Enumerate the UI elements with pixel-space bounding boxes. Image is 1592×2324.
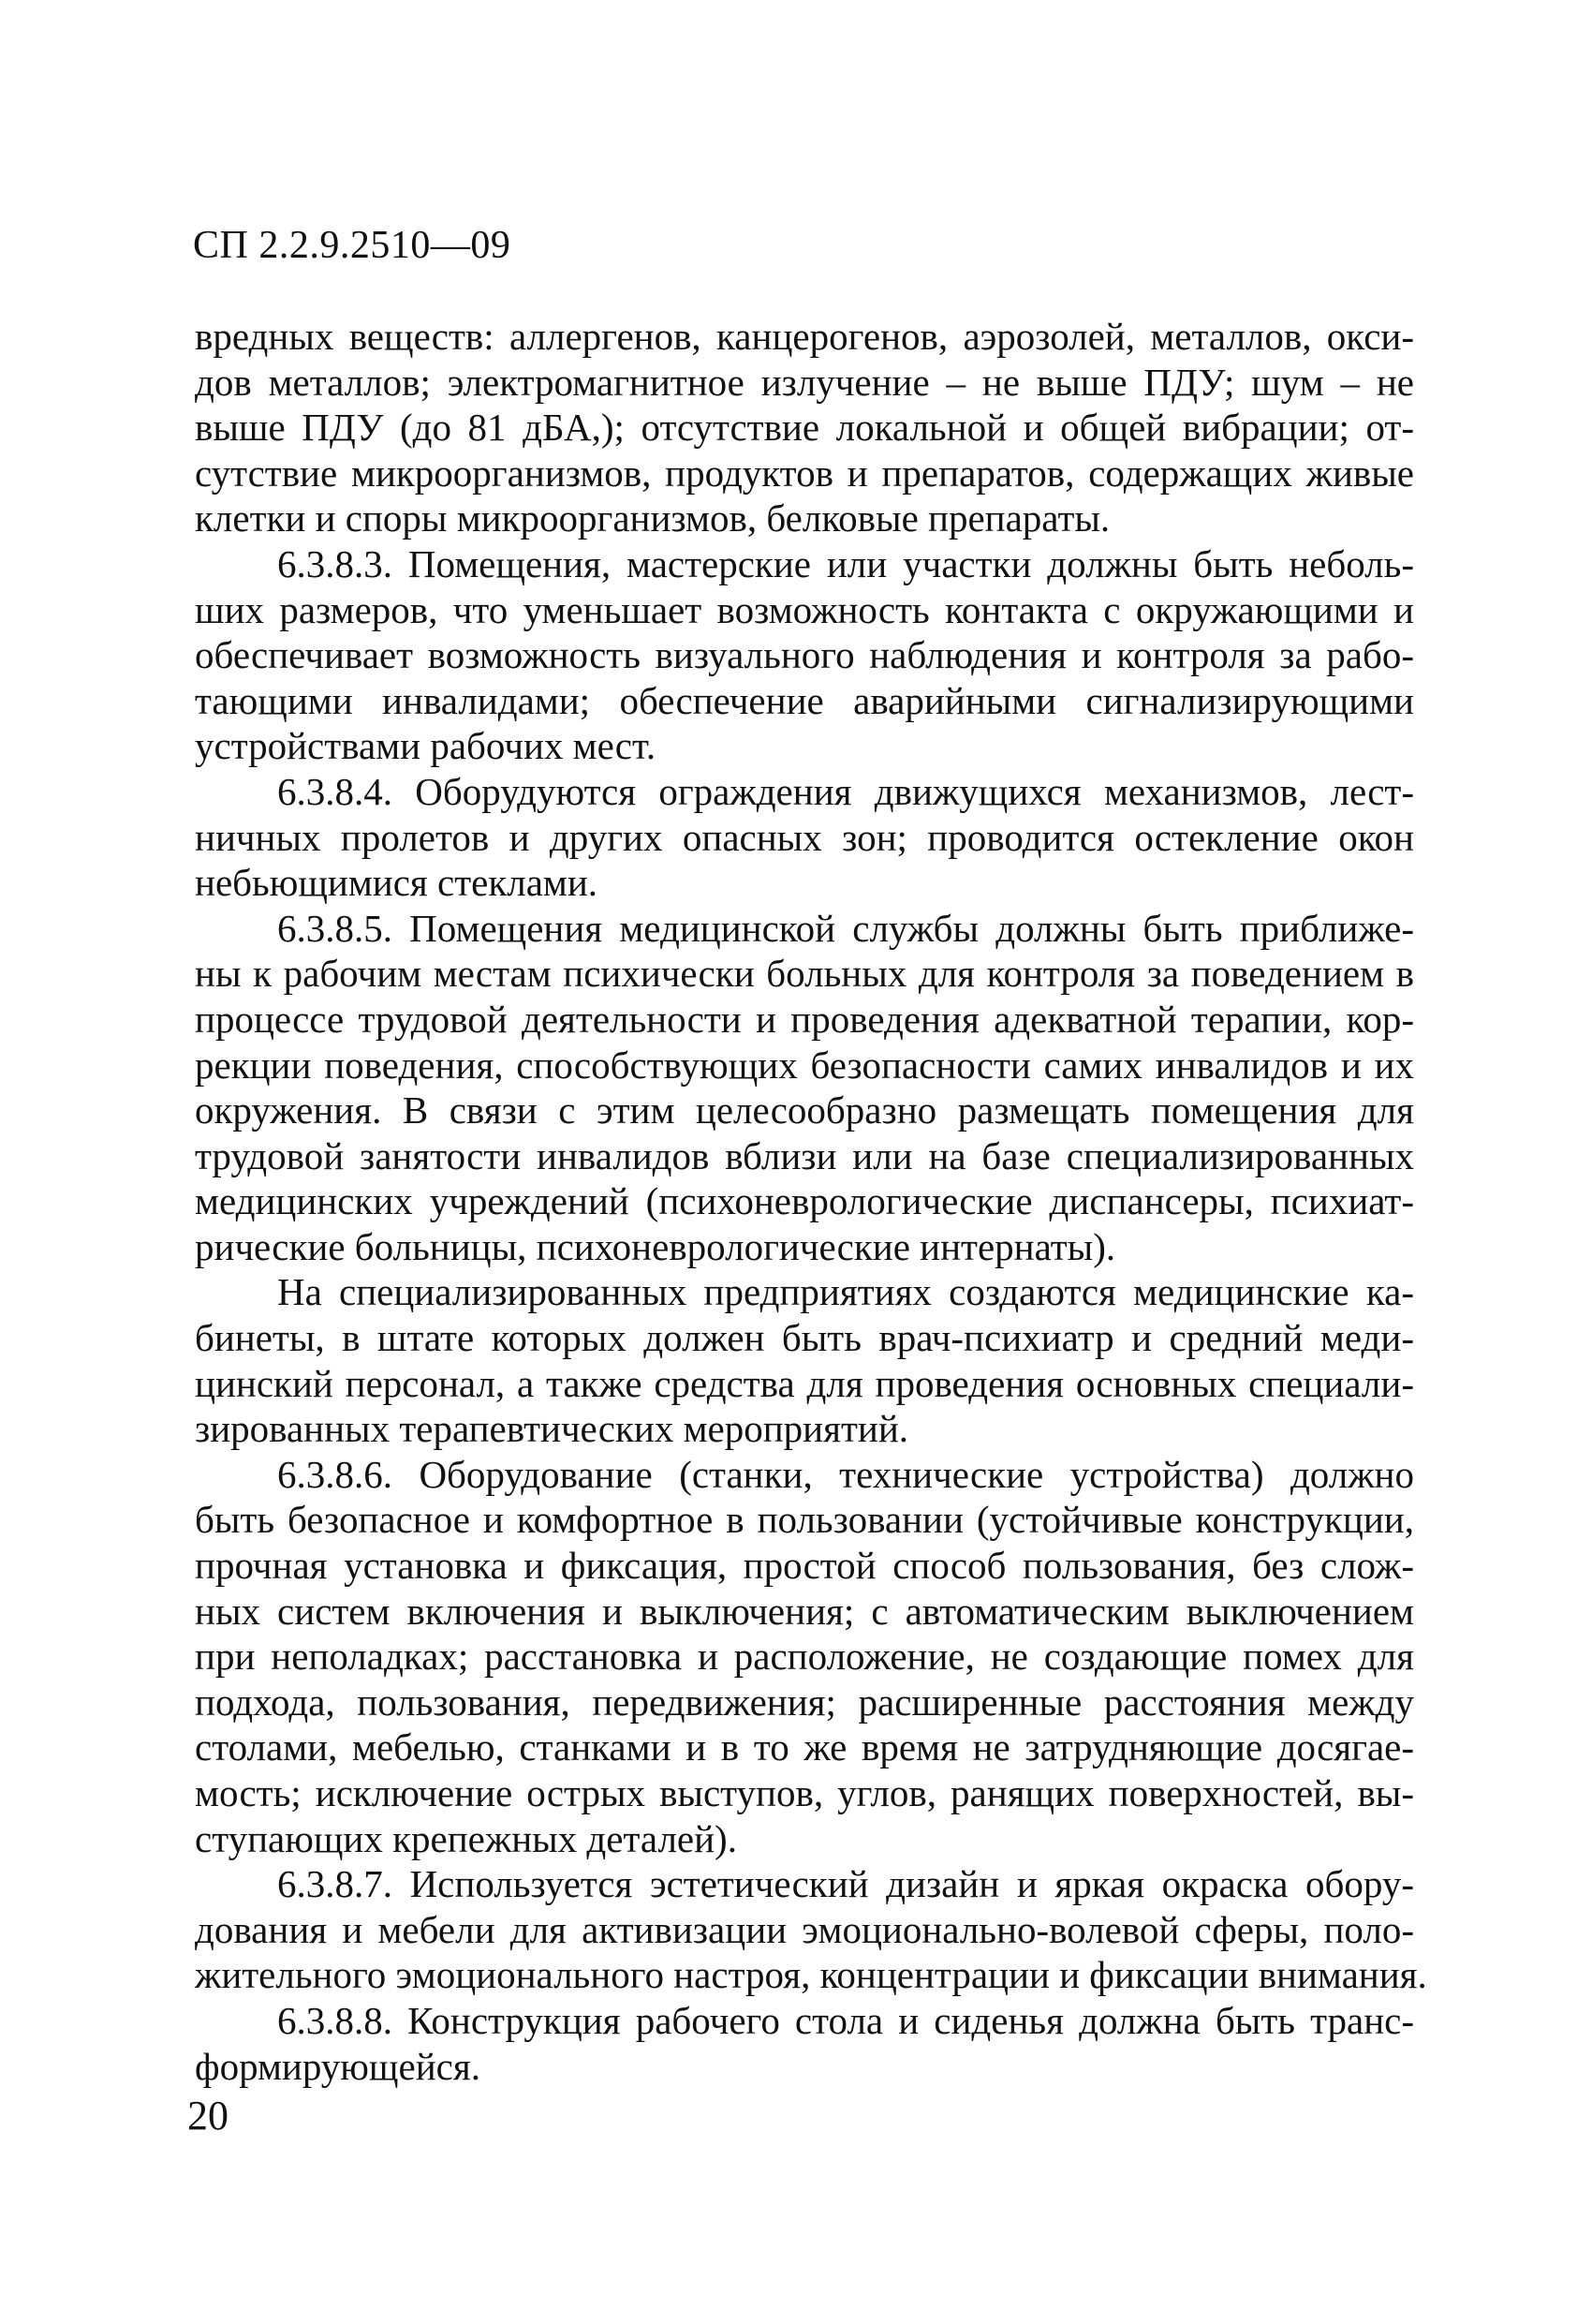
text-line: обеспечивает возможность визуального наблюдения и контроля за рабо- [195, 633, 1414, 677]
body-text [195, 314, 1427, 2089]
text-line: прочная установка и фиксация, простой способ пользования, без слож- [195, 1544, 1414, 1588]
paragraph-6-3-8-4-line: 6.3.8.4. Оборудуются ограждения движущихся механизмов, лест- [277, 769, 1414, 813]
text-line: клетки и споры микроорганизмов, белковые препараты. [195, 496, 1111, 540]
text-line: ничных пролетов и других опасных зон; проводится остекление окон [195, 815, 1414, 859]
text-line: трудовой занятости инвалидов вблизи или на базе специализированных [195, 1133, 1414, 1177]
paragraph-6-3-8-6-line: 6.3.8.6. Оборудование (станки, технические устройства) должно [277, 1452, 1414, 1496]
text-line: сутствие микроорганизмов, продуктов и препаратов, содержащих живые [195, 451, 1414, 495]
text-line: ступающих крепежных деталей). [195, 1816, 737, 1860]
text-line: процессе трудовой деятельности и проведения адекватной терапии, кор- [195, 997, 1414, 1041]
text-line: жительного эмоционального настроя, концентрации и фиксации внимания. [195, 1953, 1427, 1997]
text-line: цинский персонал, а также средства для проведения основных специали- [195, 1361, 1414, 1405]
text-line: выше ПДУ (до 81 дБА,); отсутствие локальной и общей вибрации; от- [195, 406, 1414, 450]
paragraph-6-3-8-5-line: 6.3.8.5. Помещения медицинской службы должны быть приближе- [277, 906, 1414, 950]
page-number: 20 [187, 2093, 228, 2139]
paragraph-6-3-8-7-line: 6.3.8.7. Используется эстетический дизайн и яркая окраска обору- [277, 1862, 1414, 1906]
text-line: при неполадках; расстановка и расположение, не создающие помех для [195, 1635, 1414, 1679]
text-line: ны к рабочим местам психически больных для контроля за поведением в [195, 952, 1414, 996]
text-line: столами, мебелью, станками и в то же время не затрудняющие досягае- [195, 1725, 1414, 1769]
text-line: небьющимися стеклами. [195, 861, 598, 905]
text-line: формирующейся. [195, 2044, 480, 2088]
text-line: вредных веществ: аллергенов, канцерогенов, аэрозолей, металлов, окси- [195, 315, 1414, 358]
text-line: бинеты, в штате которых должен быть врач-психиатр и средний меди- [195, 1316, 1414, 1360]
text-line: тающими инвалидами; обеспечение аварийными сигнализирующими [195, 678, 1414, 722]
text-line: рекции поведения, способствующих безопасности самих инвалидов и их [195, 1043, 1414, 1087]
text-line: окружения. В связи с этим целесообразно размещать помещения для [195, 1088, 1414, 1132]
text-line: дования и мебели для активизации эмоционально-волевой сферы, поло- [195, 1907, 1414, 1951]
paragraph-6-3-8-8-line: 6.3.8.8. Конструкция рабочего стола и сиденья должна быть транс- [277, 1998, 1414, 2042]
text-line: быть безопасное и комфортное в пользовании (устойчивые конструкции, [195, 1498, 1414, 1542]
text-line: медицинских учреждений (психоневрологические диспансеры, психиат- [195, 1179, 1414, 1223]
text-line: подхода, пользования, передвижения; расширенные расстояния между [195, 1680, 1414, 1724]
text-line: зированных терапевтических мероприятий. [195, 1407, 909, 1451]
document-code-header: СП 2.2.9.2510—09 [193, 224, 511, 267]
paragraph-specialized-enterprises-line: На специализированных предприятиях создаются медицинские ка- [277, 1270, 1414, 1314]
text-line: устройствами рабочих мест. [195, 724, 656, 768]
text-line: ших размеров, что уменьшает возможность контакта с окружающими и [195, 587, 1414, 631]
text-line: рические больницы, психоневрологические интернаты). [195, 1224, 1116, 1268]
text-line: ных систем включения и выключения; с автоматическим выключением [195, 1589, 1414, 1633]
text-line: мость; исключение острых выступов, углов, ранящих поверхностей, вы- [195, 1771, 1414, 1814]
paragraph-6-3-8-3-line: 6.3.8.3. Помещения, мастерские или участки должны быть неболь- [277, 541, 1414, 585]
text-line: дов металлов; электромагнитное излучение – не выше ПДУ; шум – не [195, 360, 1414, 404]
